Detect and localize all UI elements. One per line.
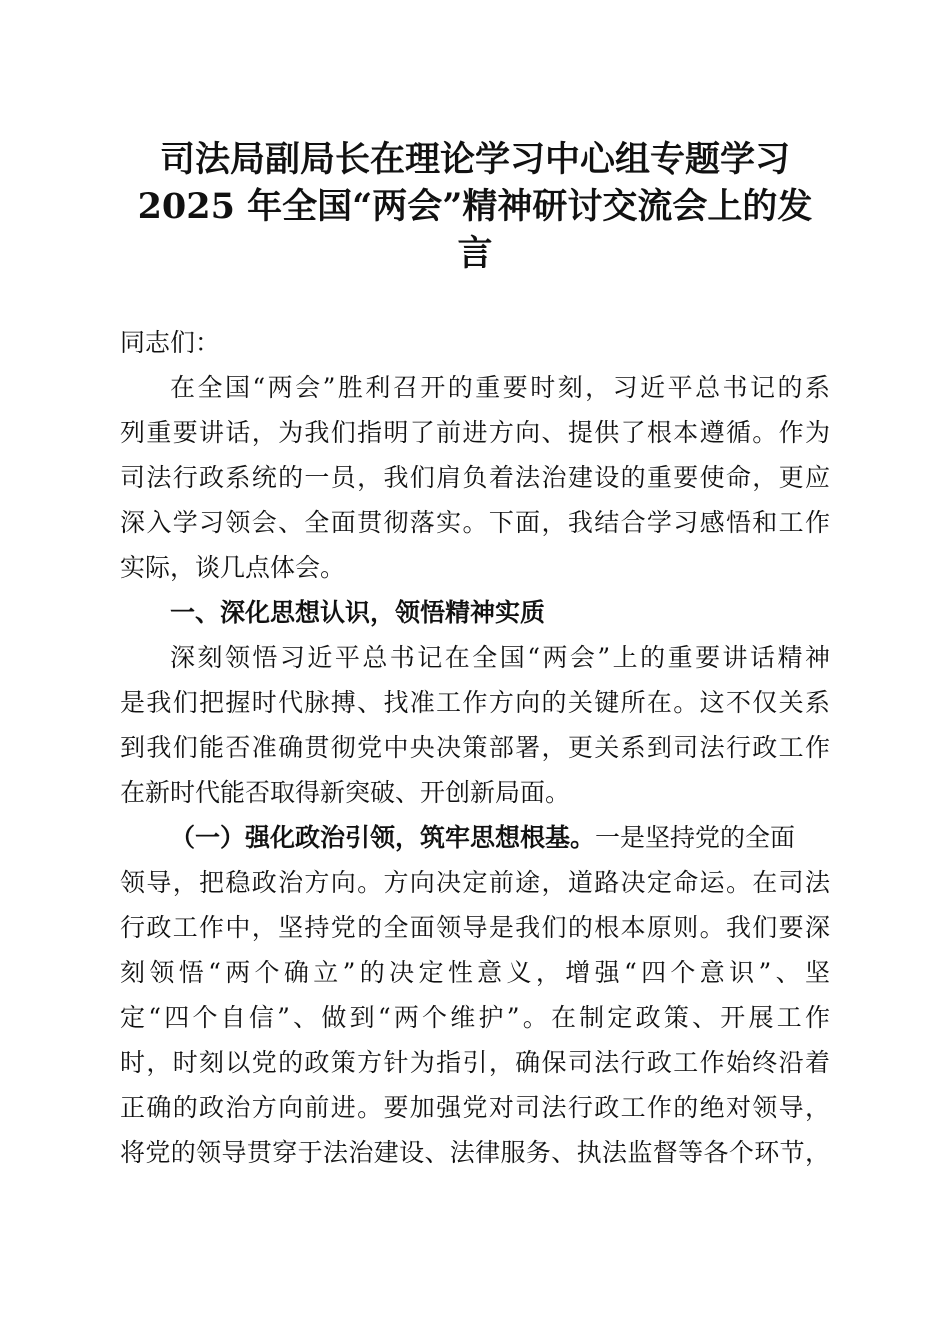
intro-paragraph: [120, 365, 830, 590]
section-line-2: 是我们把握时代脉搏、找准工作方向的关键所在。这不仅关系: [120, 688, 830, 717]
document-body: [120, 320, 830, 1175]
title-line-1: 司法局副局长在理论学习中心组专题学习: [159, 139, 790, 180]
section-line-1: 深刻领悟习近平总书记在全国“两会”上的重要讲话精神: [170, 643, 830, 672]
section-line-3: 到我们能否准确贯彻党中央决策部署，更关系到司法行政工作: [120, 733, 830, 762]
subsection-line-4: 刻领悟“两个确立”的决定性意义，增强“四个意识”、坚: [120, 958, 830, 987]
intro-line-1: 在全国“两会”胜利召开的重要时刻，习近平总书记的系: [170, 373, 830, 402]
intro-line-5: 实际，谈几点体会。: [120, 553, 346, 582]
subsection-first-rest: 一是坚持党的全面: [595, 823, 796, 852]
subsection-line-8: 将党的领导贯穿于法治建设、法律服务、执法监督等各个环节，: [120, 1138, 830, 1167]
intro-line-2: 列重要讲话，为我们指明了前进方向、提供了根本遵循。作为: [120, 418, 830, 447]
subsection-lead: （一）强化政治引领，筑牢思想根基。: [170, 823, 596, 852]
section-heading: 一、深化思想认识，领悟精神实质: [170, 598, 546, 627]
intro-line-3: 司法行政系统的一员，我们肩负着法治建设的重要使命，更应: [120, 463, 830, 492]
subsection-line-3: 行政工作中，坚持党的全面领导是我们的根本原则。我们要深: [120, 913, 830, 942]
section-paragraph: [120, 635, 830, 815]
subsection-line-2: 领导，把稳政治方向。方向决定前途，道路决定命运。在司法: [120, 868, 830, 897]
subsection-paragraph: [120, 815, 830, 1175]
title-line-3: 言: [457, 233, 493, 274]
intro-line-4: 深入学习领会、全面贯彻落实。下面，我结合学习感悟和工作: [120, 508, 830, 537]
section-line-4: 在新时代能否取得新突破、开创新局面。: [120, 778, 571, 807]
salutation: 同志们：: [120, 328, 221, 357]
title-line-2: 2025 年全国“两会”精神研讨交流会上的发: [137, 186, 813, 227]
subsection-line-5: 定“四个自信”、做到“两个维护”。在制定政策、开展工作: [120, 1003, 830, 1032]
subsection-line-7: 正确的政治方向前进。要加强党对司法行政工作的绝对领导，: [120, 1093, 830, 1122]
subsection-line-6: 时，时刻以党的政策方针为指引，确保司法行政工作始终沿着: [120, 1048, 830, 1077]
document-title: [120, 136, 830, 277]
subsection-line-1: [120, 815, 830, 860]
